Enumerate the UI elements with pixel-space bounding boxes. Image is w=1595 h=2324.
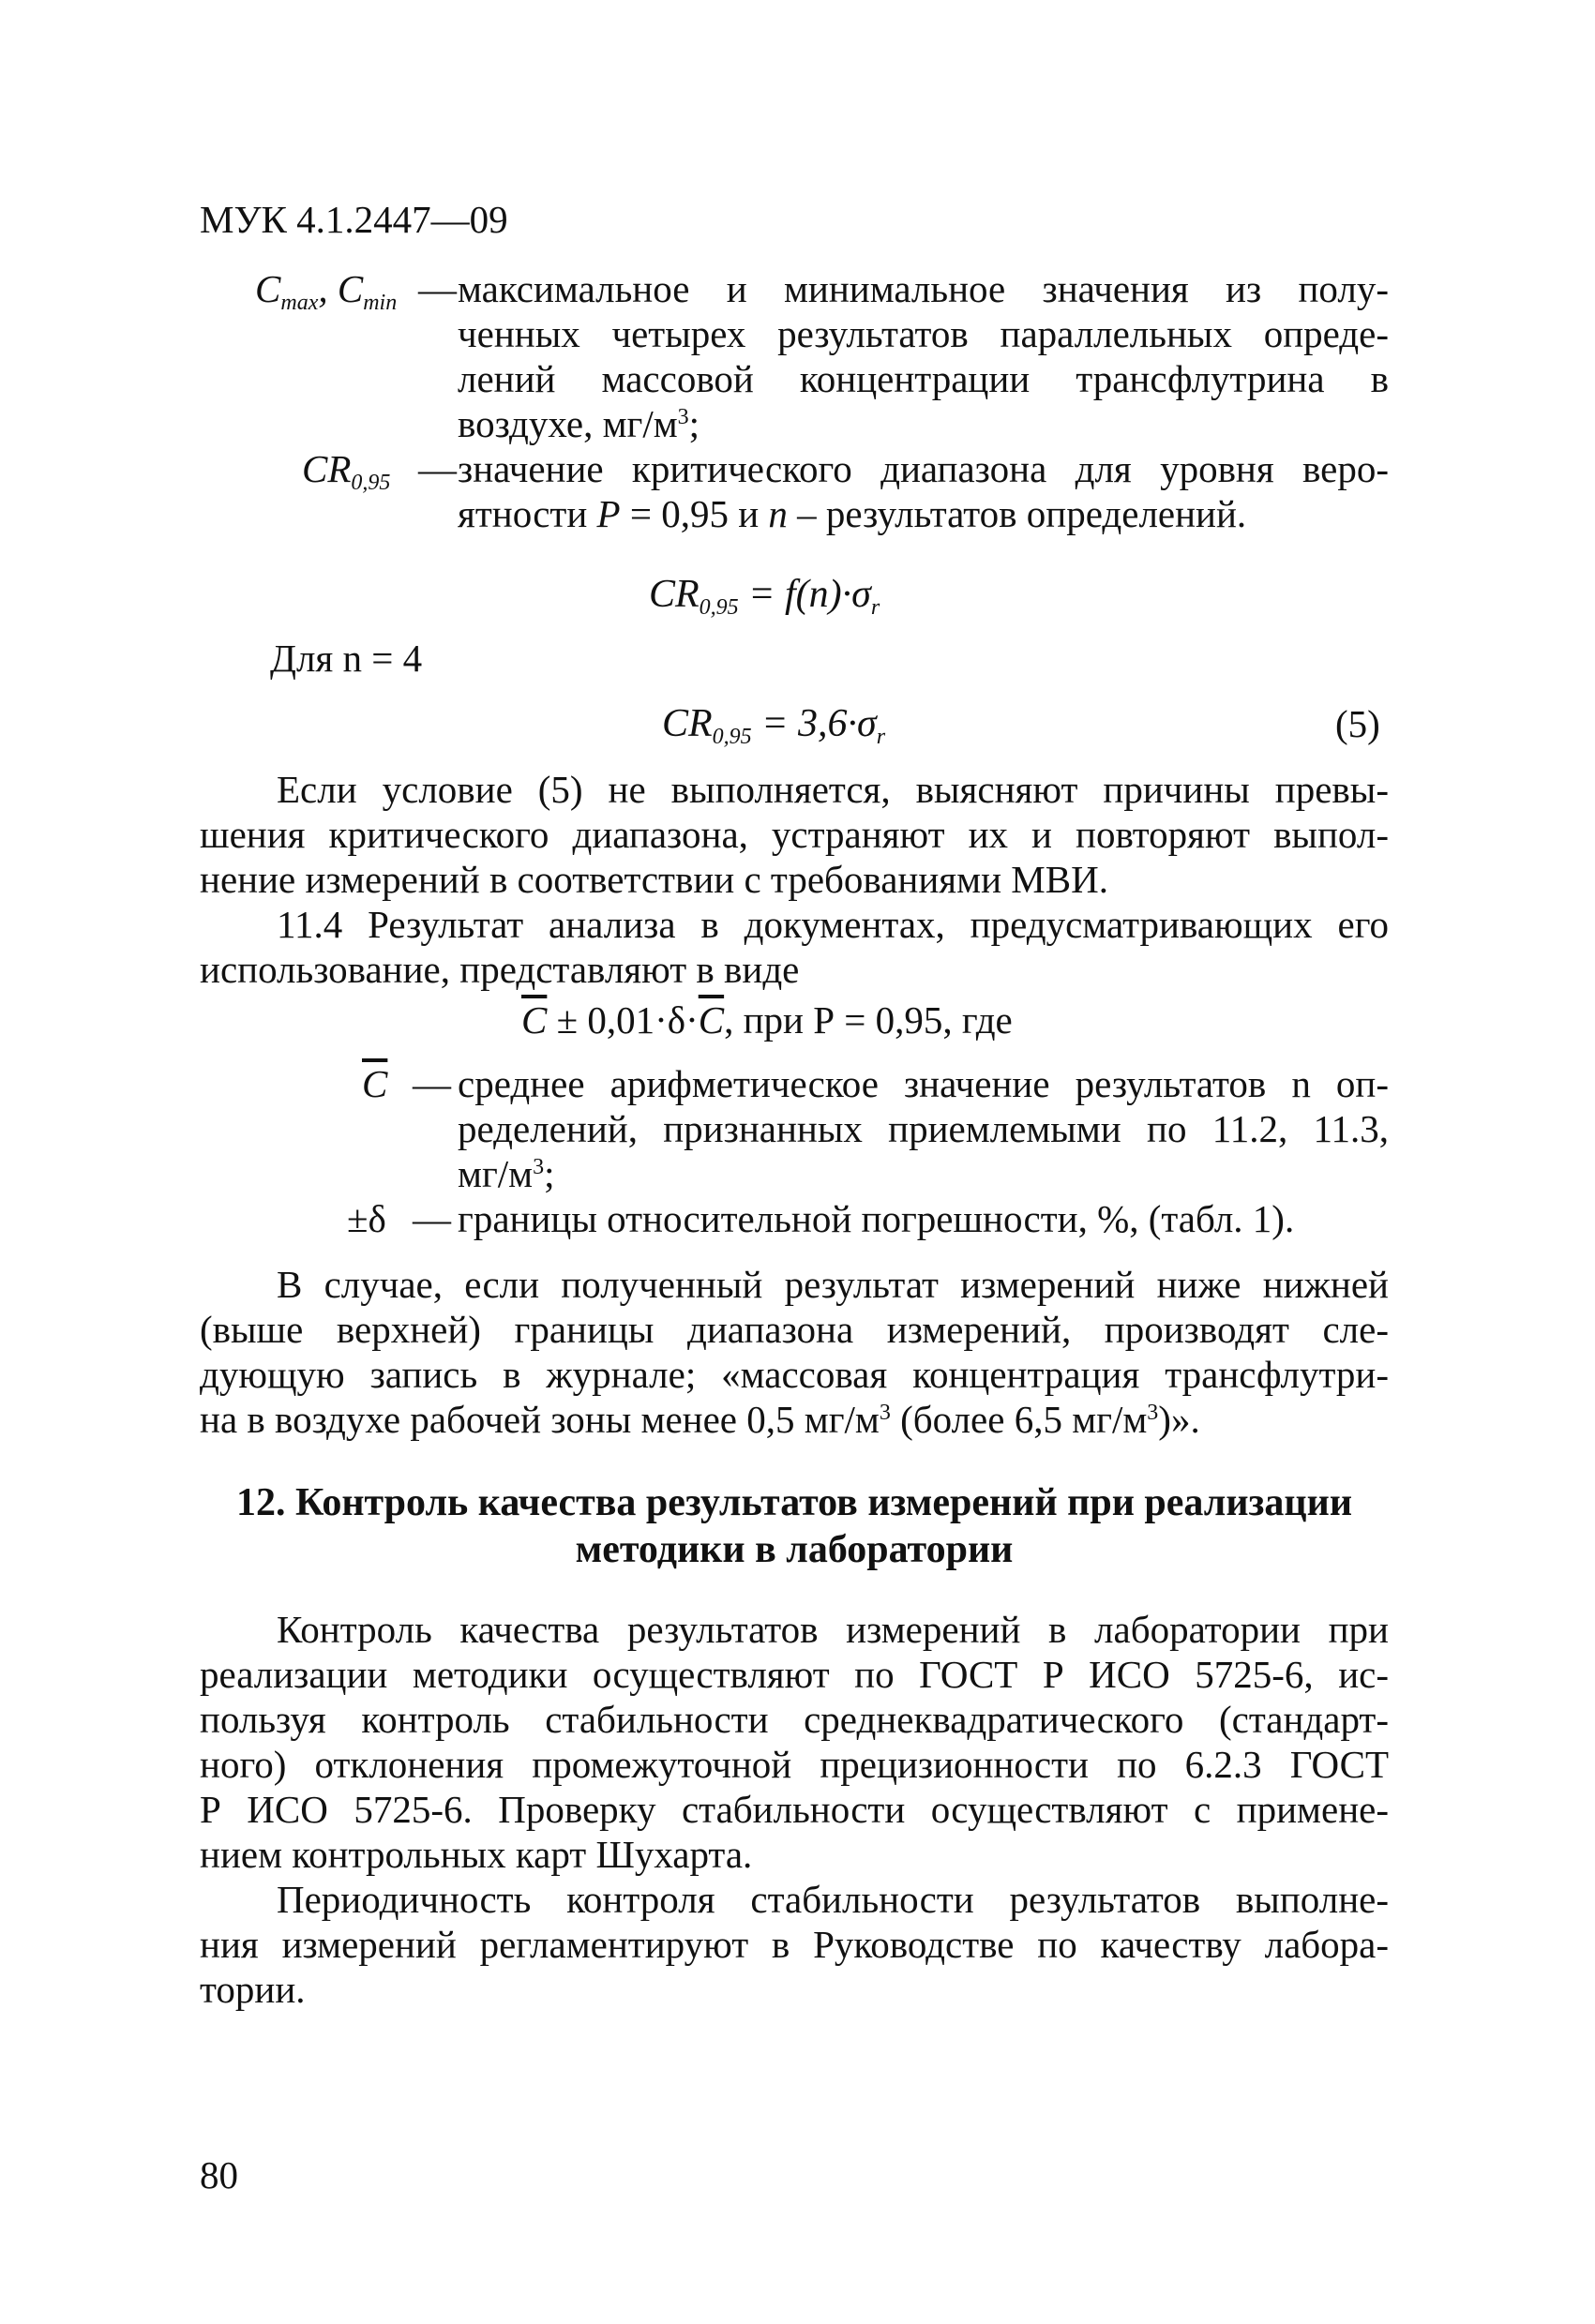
document-code-header: МУК 4.1.2447—09	[200, 198, 508, 241]
formula-cr-general: $CR_{0,95} = f(n)\cdot\sigma_r$	[649, 573, 880, 620]
formula-result-expression: $\overline{C} \pm 0,01\cdot\delta\cdot\overline{C}$, при Р = 0,95, где	[521, 998, 1013, 1042]
paragraph-line: ния измерений регламентируют в Руководстве по качеству лабора-	[200, 1923, 1389, 1966]
definition-text-line: воздухе, $мг/м^3$;	[458, 402, 700, 445]
definition-symbol-cmax-cmin: $C_{max}$, $C_{min}$	[255, 267, 398, 315]
definition-dash: —	[413, 1197, 451, 1240]
paragraph-line: нение измерений в соответствии с требованиями МВИ.	[200, 858, 1108, 901]
definition-text-line: лений массовой концентрации трансфлутрина в	[458, 357, 1389, 400]
paragraph-line: пользуя контроль стабильности среднеквадратического (стандарт-	[200, 1698, 1389, 1741]
paragraph-line: 11.4 Результат анализа в документах, предусматривающих его	[277, 903, 1389, 946]
paragraph-line: шения критического диапазона, устраняют их и повторяют выпол-	[200, 813, 1389, 856]
paragraph-line: дующую запись в журнале; «массовая концентрация трансфлутри-	[200, 1353, 1389, 1396]
definition-symbol-c-mean: $\overline{C}$	[362, 1062, 388, 1105]
paragraph-line: использование, представляют в виде	[200, 948, 800, 991]
definition-text-line: ченных четырех результатов параллельных опреде-	[458, 312, 1389, 355]
definition-text-line: среднее арифметическое значение результатов n оп-	[458, 1062, 1389, 1105]
paragraph-line: реализации методики осуществляют по ГОСТ Р ИСО 5725-6, ис-	[200, 1653, 1389, 1696]
paragraph-line: нием контрольных карт Шухарта.	[200, 1833, 753, 1876]
definition-dash: —	[418, 447, 457, 490]
definition-dash: —	[413, 1062, 451, 1105]
definition-text-line: границы относительной погрешности, %, (табл. 1).	[458, 1197, 1295, 1240]
definition-symbol-delta: ±δ	[347, 1197, 386, 1240]
paragraph-line: на в воздухе рабочей зоны менее 0,5 $мг/м^3$ (более 6,5 $мг/м^3$)».	[200, 1398, 1200, 1441]
section-heading-line: 12. Контроль качества результатов измерений при реализации	[235, 1481, 1353, 1524]
definition-text-line: ределений, признанных приемлемыми по 11.2, 11.3,	[458, 1107, 1389, 1150]
definition-text-line: $мг/м^3$;	[458, 1152, 555, 1195]
condition-n-equals-4: Для n = 4	[270, 637, 423, 680]
definition-text-line: ятности P = 0,95 и n – результатов определений.	[458, 492, 1247, 535]
paragraph-line: (выше верхней) границы диапазона измерений, производят сле-	[200, 1308, 1389, 1351]
paragraph-line: тории.	[200, 1968, 306, 2011]
section-heading-line: методики в лаборатории	[575, 1528, 1014, 1571]
paragraph-line: Если условие (5) не выполняется, выясняют причины превы-	[277, 768, 1389, 811]
paragraph-line: Периодичность контроля стабильности результатов выполне-	[277, 1878, 1389, 1921]
definition-symbol-cr095: $CR_{0,95}$	[302, 447, 391, 495]
definition-dash: —	[418, 267, 457, 310]
definition-text-line: максимальное и минимальное значения из полу-	[458, 267, 1389, 310]
formula-cr-n4: $CR_{0,95} = 3,6\cdot\sigma_r$	[662, 702, 886, 749]
page-number: 80	[200, 2153, 238, 2197]
formula-number: (5)	[1335, 702, 1380, 745]
paragraph-line: ного) отклонения промежуточной прецизионности по 6.2.3 ГОСТ	[200, 1743, 1389, 1786]
paragraph-line: Контроль качества результатов измерений в лаборатории при	[277, 1608, 1389, 1651]
paragraph-line: Р ИСО 5725-6. Проверку стабильности осуществляют с примене-	[200, 1788, 1389, 1831]
definition-text-line: значение критического диапазона для уровня веро-	[458, 447, 1389, 490]
paragraph-line: В случае, если полученный результат измерений ниже нижней	[277, 1263, 1389, 1306]
